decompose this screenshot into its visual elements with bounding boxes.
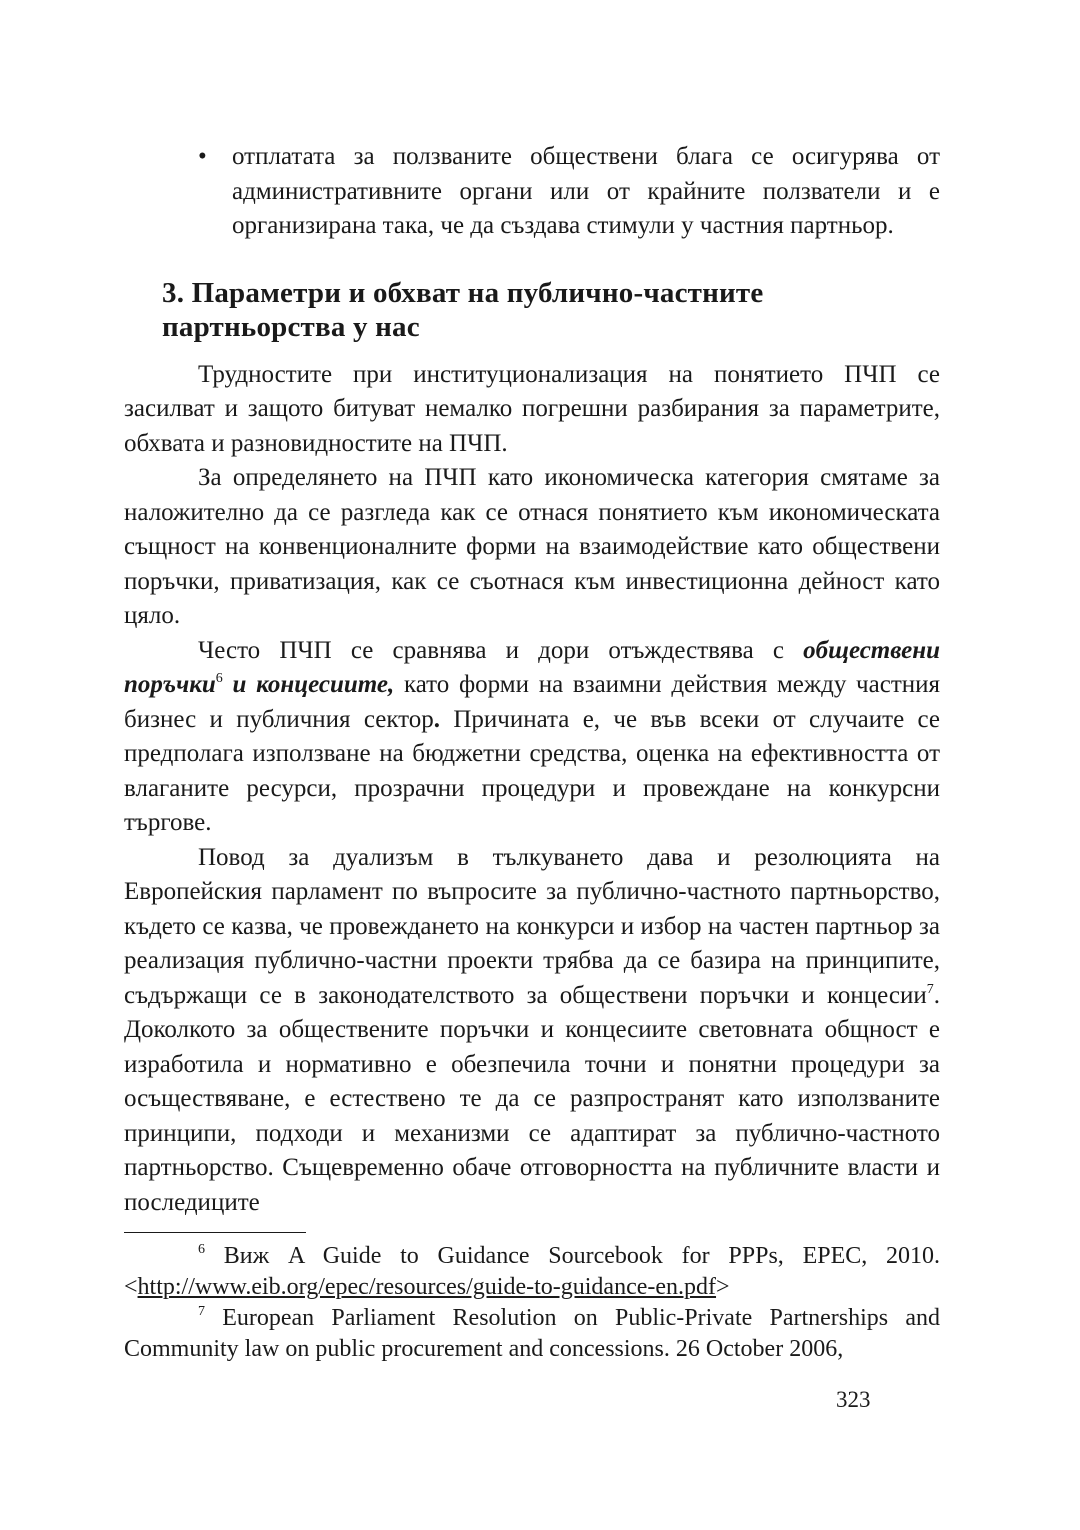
footnote-6-link[interactable]: http://www.eib.org/epec/resources/guide-to-guidance-en.pdf: [137, 1274, 717, 1300]
paragraph-4: [124, 841, 940, 1221]
bullet-text: отплатата за ползваните обществени блага се осигурява от административните органи или от крайните ползватели и е организирана така, че да създава стимули у частния партньор.: [232, 143, 940, 239]
footnote-6-text: Виж A Guide to Guidance Sourcebook for PPPs, EPEC, 2010. <: [124, 1243, 940, 1300]
emphasis-concessions: и концесиите,: [222, 671, 395, 698]
paragraph-3-end: Причината е, че във всеки от случаите се предполага използване на бюджетни средства, оценка на ефективността от влаганите ресурси, прозрачни процедури и провеждане на конкурсни търгове.: [124, 705, 940, 836]
page-body: [124, 140, 940, 1365]
footnote-7-mark: 7: [198, 1304, 205, 1319]
paragraph-1: Трудностите при институционализация на понятието ПЧП се засилват и защото битуват немалко погрешни разбирания за параметрите, обхвата и разновидностите на ПЧП.: [124, 360, 940, 457]
paragraph-3-bold-dot: .: [433, 705, 441, 733]
paragraph-3-start: Често ПЧП се сравнява и дори отъждествява с: [198, 636, 804, 664]
footnote-ref-6[interactable]: 6: [215, 671, 223, 686]
footnote-6-close: >: [716, 1274, 730, 1300]
footnote-separator: [124, 1232, 306, 1233]
emphasis-public-procurement: обществени поръчки: [124, 636, 940, 698]
paragraph-4-end: . Доколкото за обществените поръчки и концесиите световната общност е изработила и нормативно е обезпечила точни и понятни процедури за осъществяване, е естествено те да се разпространят като използваните принципи, подходи и механизми се адаптират за публично-частното партньорство. Същевременно обаче отговорността на публичните власти и последиците: [124, 981, 940, 1216]
footnote-6: [124, 1241, 940, 1303]
footnote-7-text: European Parliament Resolution on Public-Private Partnerships and Community law on public procurement and concessions. 26 October 2006,: [124, 1305, 940, 1362]
footnote-ref-7[interactable]: 7: [926, 981, 934, 997]
paragraph-4-start: Повод за дуализъм в тълкуването дава и резолюцията на Европейския парламент по въпросите за публично-частното партньорство, където се казва, че провеждането на конкурси и избор на частен партньор за реализация публично-частни проекти трябва да се базира на принципите, съдържащи се в законодателството за обществени поръчки и концесии: [124, 843, 940, 1009]
footnote-7: [124, 1303, 940, 1365]
page-number: 323: [836, 1387, 871, 1412]
paragraph-2: За определянето на ПЧП като икономическа категория смятаме за наложително да се разгледа как се отнася понятието към икономическата същност на конвенционалните форми на взаимодействие като обществени поръчки, приватизация, как се съотнася към инвестиционна дейност като цяло.: [124, 464, 940, 629]
section-heading: [162, 276, 940, 344]
paragraph-3-mid: като форми на взаимни действия между частния бизнес и публичния сектор: [124, 671, 941, 733]
bullet-marker: •: [198, 143, 207, 170]
bullet-item: [124, 140, 940, 244]
section-heading-line1: 3. Параметри и обхват на публично-частните: [162, 276, 764, 309]
paragraph-3: [124, 634, 940, 841]
section-heading-line2: партньорства у нас: [162, 310, 420, 343]
footnote-6-mark: 6: [198, 1242, 205, 1257]
